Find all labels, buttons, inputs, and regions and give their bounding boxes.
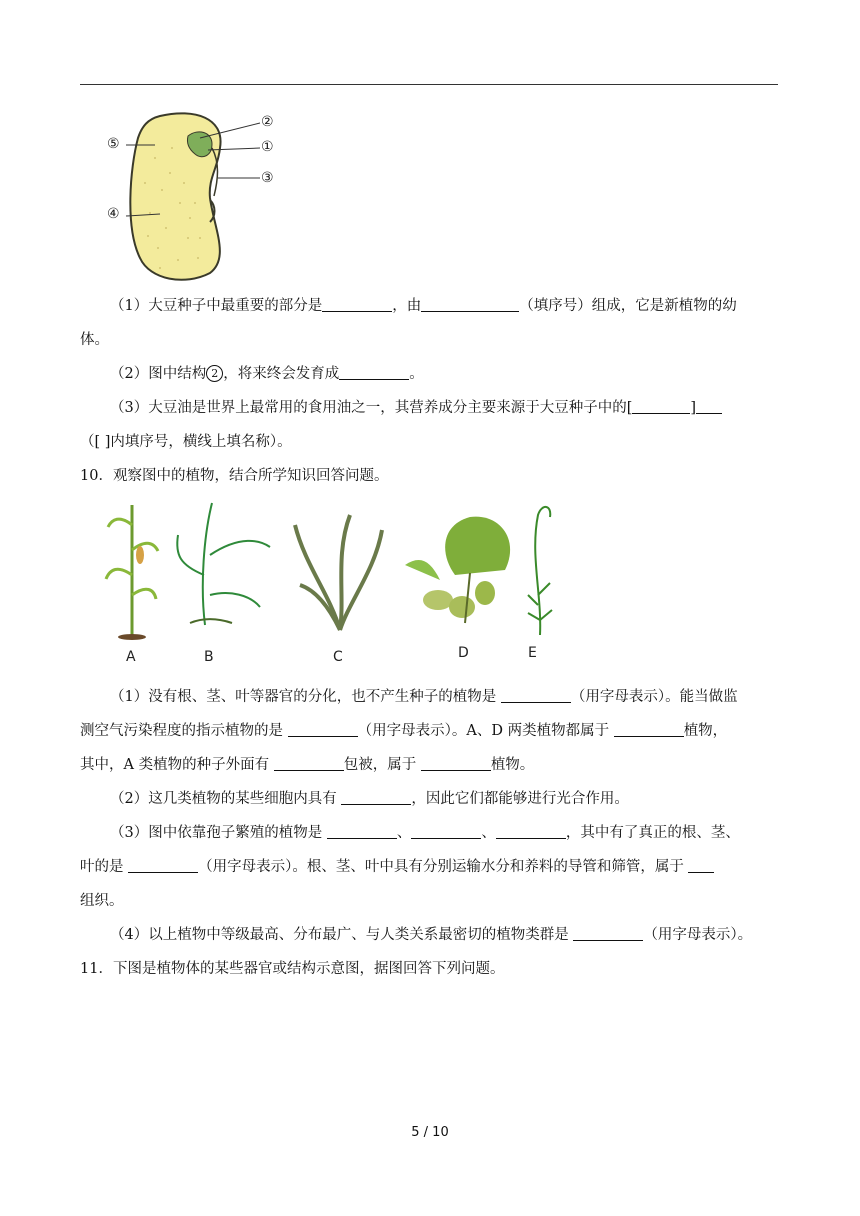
plant-b-fern [177,503,270,625]
q10-sub3-sep-1: 、 [396,825,412,841]
q9-sub2-text-a: （2）图中结构 [110,366,207,382]
seed-label-3: ③ [261,170,274,186]
q10-sub3-line2 [80,857,714,877]
q10-blank-10[interactable] [128,857,198,873]
seed-label-4: ④ [107,206,120,222]
plant-label-c: C [333,649,343,665]
q10-blank-5[interactable] [421,755,491,771]
q9-sub2 [110,364,424,384]
q10-sub1-line1 [110,687,738,707]
q10-sub1-text-f: 其中，A 类植物的种子外面有 [80,757,274,773]
q9-sub1-text-a: （1）大豆种子中最重要的部分是 [110,298,323,314]
q9-sub3-text-a: （3）大豆油是世界上最常用的食用油之一，其营养成分主要来源于大豆种子中的[ [110,400,633,416]
q10-sub3-text-b: ，其中有了真正的根、茎、 [565,825,740,841]
q10-sub3-text-c: 叶的是 [80,859,129,875]
q10-sub2 [110,789,629,809]
q10-sub1-line2 [80,721,727,741]
seed-label-2: ② [261,114,274,130]
q10-sub2-text-b: ，因此它们都能够进行光合作用。 [411,791,629,807]
q10-sub3-sep-2: 、 [481,825,496,841]
q9-blank-1[interactable] [322,296,392,312]
q10-sub1-text-a: （1）没有根、茎、叶等器官的分化，也不产生种子的植物是 [110,689,501,705]
q9-sub1-line1 [110,296,737,316]
plant-label-e: E [528,645,537,661]
q10-sub4-text-a: （4）以上植物中等级最高、分布最广、与人类关系最密切的植物类群是 [110,927,574,943]
q10-sub3-line1 [110,823,740,843]
q10-blank-6[interactable] [341,789,411,805]
q9-blank-2[interactable] [421,296,519,312]
q11-stem: 11．下图是植物体的某些器官或结构示意图，据图回答下列问题。 [80,961,505,977]
q10-blank-11[interactable] [688,857,714,873]
q10-blank-1[interactable] [501,687,571,703]
q10-blank-3[interactable] [614,721,684,737]
q10-blank-9[interactable] [496,823,566,839]
q10-blank-8[interactable] [411,823,481,839]
plant-d [405,517,510,623]
seed-label-1: ① [261,139,274,155]
plant-label-b: B [204,649,214,665]
q9-sub1-text-c: （填序号）组成，它是新植物的幼 [519,298,737,314]
q9-blank-4[interactable] [632,398,690,414]
q10-sub1-line3 [80,755,534,775]
q9-sub3-line1 [110,398,722,418]
q10-sub1-text-d: （用字母表示）。A、D 两类植物都属于 [357,723,614,739]
q10-sub1-text-h: 植物。 [490,757,535,773]
plants-figure [100,495,570,670]
q10-blank-4[interactable] [274,755,344,771]
q10-sub4-text-b: （用字母表示）。 [643,927,753,943]
plant-e-moss [528,507,552,635]
q9-sub1-line2: 体。 [80,332,109,348]
q10-sub1-text-c: 测空气污染程度的指示植物的是 [80,723,288,739]
page-number: 5 / 10 [411,1125,449,1140]
q10-sub1-text-b: （用字母表示）。能当做监 [570,689,738,705]
seed-label-5: ⑤ [107,136,120,152]
plant-c-kelp [295,515,382,630]
plant-label-a: A [126,649,136,665]
plant-a-corn [106,505,158,640]
q10-sub1-text-e: 植物， [683,723,728,739]
q9-blank-3[interactable] [339,364,409,380]
q10-sub3-text-d: （用字母表示）。根、茎、叶中具有分别运输水分和养料的导管和筛管，属于 [198,859,689,875]
q10-stem: 10．观察图中的植物，结合所学知识回答问题。 [80,468,389,484]
q10-blank-2[interactable] [288,721,358,737]
q10-sub3-line3: 组织。 [80,893,124,909]
q9-sub2-text-b: ，将来终会发育成 [223,366,340,382]
q10-sub1-text-g: 包被，属于 [343,757,421,773]
q10-sub4 [110,925,752,945]
q10-sub3-text-a: （3）图中依靠孢子繁殖的植物是 [110,825,327,841]
q9-sub1-text-b: ，由 [392,298,422,314]
soybean-seed-figure [100,108,300,283]
q9-sub3-line2: （[ ]内填序号，横线上填名称）。 [80,434,292,450]
q9-blank-5[interactable] [696,398,722,414]
q9-sub2-text-c: 。 [409,366,424,382]
q10-blank-12[interactable] [573,925,643,941]
q10-sub2-text-a: （2）这几类植物的某些细胞内具有 [110,791,342,807]
q9-structure-number: 2 [206,365,223,382]
header-rule [80,84,778,85]
q10-blank-7[interactable] [327,823,397,839]
q9-sub3-text-b: ] [690,400,697,416]
plant-label-d: D [458,645,469,661]
